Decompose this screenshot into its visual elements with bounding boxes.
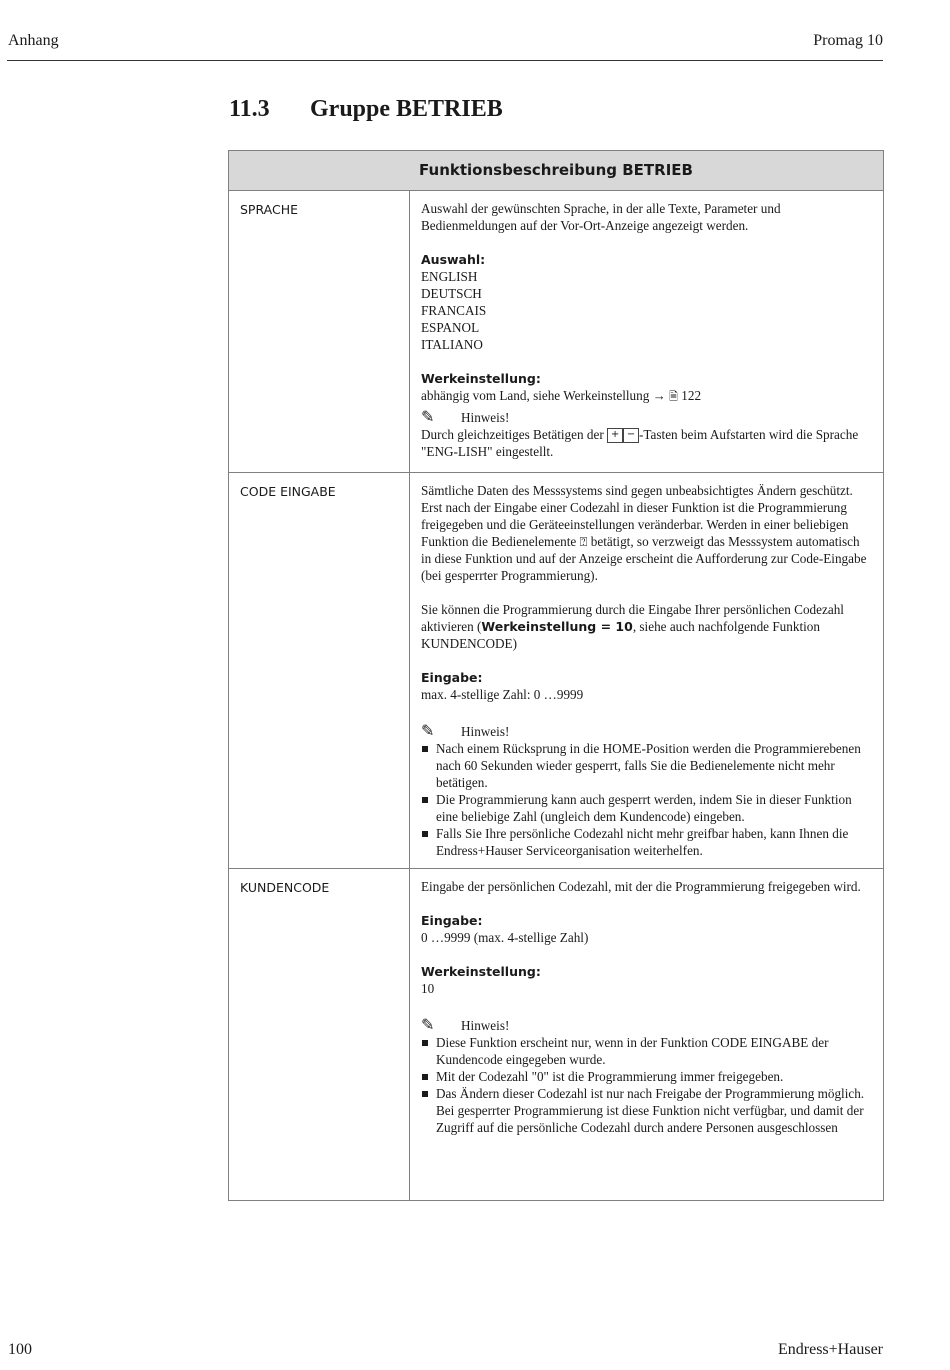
list-item: Nach einem Rücksprung in die HOME-Position werden die Programmierebenen nach 60 Sekunden wieder gesperrt, falls Sie die Bedienelemente nicht mehr betätigen. <box>421 740 872 791</box>
code-eingabe-text: max. 4-stellige Zahl: 0 …9999 <box>421 687 584 702</box>
function-name-kundencode: KUNDENCODE <box>229 869 410 1201</box>
sprache-werk-label: Werkeinstellung: <box>421 371 541 386</box>
function-desc-code-eingabe <box>410 473 884 869</box>
sprache-hinweis-pre: Durch gleichzeitiges Betätigen der <box>421 427 604 442</box>
function-desc-sprache <box>410 191 884 473</box>
sprache-hinweis-post: -Tasten beim Aufstarten wird die Sprache "ENG-LISH" eingestellt. <box>421 427 859 460</box>
page-ref-icon: 🗎 <box>669 391 678 403</box>
sprache-hinweis-text <box>421 426 872 460</box>
code-para2-post: , siehe auch nachfolgende Funktion KUNDENCODE) <box>421 619 820 651</box>
section-title <box>229 96 503 123</box>
page-number: 100 <box>8 1341 32 1358</box>
table-heading: Funktionsbeschreibung BETRIEB <box>229 151 884 191</box>
code-hinweis <box>421 723 872 740</box>
code-para2 <box>421 601 872 652</box>
sprache-werk-text: abhängig vom Land, siehe Werkeinstellung → <box>421 388 666 403</box>
option-italiano: ITALIANO <box>421 337 483 352</box>
plus-key-icon: + <box>607 428 623 443</box>
pencil-note-icon: ✎ <box>421 409 435 426</box>
sprache-hinweis <box>421 409 872 426</box>
table-row <box>229 191 884 473</box>
option-deutsch: DEUTSCH <box>421 286 482 301</box>
sprache-werk-page: 122 <box>681 388 702 403</box>
code-para2-bold: Werkeinstellung = 10 <box>481 619 633 634</box>
code-hinweis-list <box>421 740 872 859</box>
table-row <box>229 473 884 869</box>
function-name-code-eingabe: CODE EINGABE <box>229 473 410 869</box>
sprache-werk-line <box>421 387 872 406</box>
minus-key-icon: − <box>623 428 639 443</box>
table-header-row <box>229 151 884 191</box>
kunden-hinweis <box>421 1017 872 1034</box>
list-item: Diese Funktion erscheint nur, wenn in der Funktion CODE EINGABE der Kundencode eingegeben wurde. <box>421 1034 872 1068</box>
pencil-note-icon: ✎ <box>421 723 435 740</box>
function-name-sprache: SPRACHE <box>229 191 410 473</box>
kunden-eingabe-label: Eingabe: <box>421 913 483 928</box>
list-item: Falls Sie Ihre persönliche Codezahl nicht mehr greifbar haben, kann Ihnen die Endress+Hauser Serviceorganisation weiterhelfen. <box>421 825 872 859</box>
function-table <box>228 150 884 1201</box>
option-espanol: ESPANOL <box>421 320 480 335</box>
sprache-hinweis-label: Hinweis! <box>461 410 510 425</box>
kunden-eingabe-text: 0 …9999 (max. 4-stellige Zahl) <box>421 930 589 945</box>
footer-brand: Endress+Hauser <box>778 1341 883 1358</box>
table-row <box>229 869 884 1201</box>
option-english: ENGLISH <box>421 269 478 284</box>
kunden-werk-label: Werkeinstellung: <box>421 964 541 979</box>
code-eingabe-label: Eingabe: <box>421 670 483 685</box>
list-item: Mit der Codezahl "0" ist die Programmierung immer freigegeben. <box>421 1068 872 1085</box>
option-francais: FRANCAIS <box>421 303 487 318</box>
list-item: Die Programmierung kann auch gesperrt werden, indem Sie in dieser Funktion eine beliebige Zahl (ungleich dem Kundencode) eingeben. <box>421 791 872 825</box>
section-title-text: Gruppe BETRIEB <box>310 96 503 122</box>
code-para2-pre: Sie können die Programmierung durch die Eingabe Ihrer persönlichen Codezahl aktivieren ( <box>421 602 844 634</box>
kunden-hinweis-list <box>421 1034 872 1136</box>
code-hinweis-label: Hinweis! <box>461 724 510 739</box>
list-item: Das Ändern dieser Codezahl ist nur nach Freigabe der Programmierung möglich. Bei gesperrter Programmierung ist diese Funktion nicht verfügbar, und damit der Zugriff auf die persönliche Codezahl durch andere Personen ausgeschlossen <box>421 1085 872 1136</box>
header-product: Promag 10 <box>813 32 883 49</box>
section-number: 11.3 <box>229 96 270 122</box>
code-para1: Sämtliche Daten des Messsystems sind gegen unbeabsichtigtes Ändern geschützt. Erst nach der Eingabe einer Codezahl in dieser Funktion ist die Programmierung freigegeben und die Geräteeinstellungen veränderbar. Werden in einer beliebigen Funktion die Bedienelemente ⍰ betätigt, so verzweigt das Messsystem automatisch in diese Funktion und auf der Anzeige erscheint die Aufforderung zur Code-Eingabe (bei gesperrter Programmierung). <box>421 483 867 583</box>
sprache-intro: Auswahl der gewünschten Sprache, in der alle Texte, Parameter und Bedienmeldungen auf der Vor-Ort-Anzeige angezeigt werden. <box>421 201 781 233</box>
function-desc-kundencode <box>410 869 884 1201</box>
kunden-werk-value: 10 <box>421 981 435 996</box>
header-rule <box>7 60 883 61</box>
kunden-intro: Eingabe der persönlichen Codezahl, mit der die Programmierung freigegeben wird. <box>421 879 861 894</box>
pencil-note-icon: ✎ <box>421 1017 435 1034</box>
kunden-hinweis-label: Hinweis! <box>461 1018 510 1033</box>
sprache-auswahl-label: Auswahl: <box>421 252 486 267</box>
header-chapter: Anhang <box>8 32 59 49</box>
